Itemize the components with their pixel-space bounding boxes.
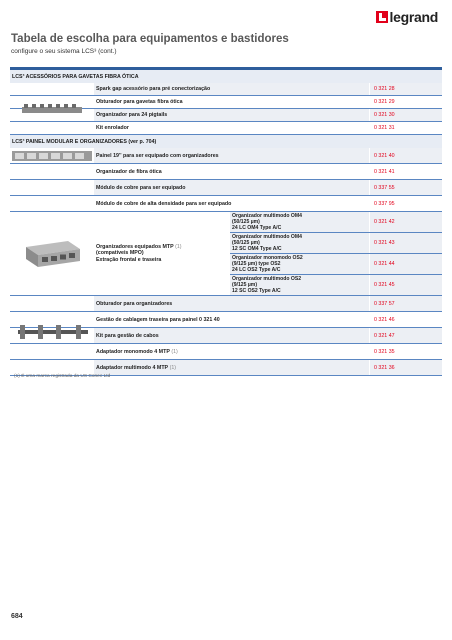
- product-image-fiber-accessories: [10, 83, 94, 135]
- table-row: [10, 344, 442, 360]
- mtp-item-line: 24 LC OM4 Type A/C: [232, 225, 282, 232]
- row-description: Obturador para organizadores: [94, 296, 370, 311]
- row-spacer: [10, 164, 94, 179]
- product-reference: 0 337 55: [370, 180, 442, 195]
- page-title: Tabela de escolha para equipamentos e bastidores: [11, 33, 289, 45]
- mtp-item-line: (50/125 µm): [232, 239, 260, 246]
- row-description: Módulo de cobre para ser equipado: [94, 180, 370, 195]
- table-row: [10, 148, 442, 164]
- mtp-item: [230, 212, 442, 233]
- mtp-group-line1: [96, 244, 227, 251]
- row-spacer: [10, 180, 94, 195]
- mtp-group-label: [94, 212, 230, 295]
- row-spacer: [10, 196, 94, 211]
- mtp-item: [230, 275, 442, 295]
- row-spacer: [10, 344, 94, 359]
- mtp-item-line: Organizador multimodo OM4: [232, 212, 302, 219]
- mtp-item-description: [230, 233, 370, 253]
- footnote-marker: (1): [171, 348, 178, 355]
- product-reference: 0 321 46: [370, 312, 442, 327]
- product-image-panel: [10, 148, 94, 163]
- cable-organizer-illustration: [20, 100, 84, 118]
- product-reference: 0 321 42: [370, 212, 442, 232]
- table-row: [10, 312, 442, 328]
- table-row: [10, 83, 442, 96]
- row-description: [94, 344, 370, 359]
- brand-name: legrand: [389, 9, 438, 25]
- row-description: Spark gap acessório para pré conectorização: [94, 83, 370, 95]
- table-row: [10, 164, 442, 180]
- product-reference: 0 321 31: [370, 122, 442, 134]
- mtp-item-line: Organizador multimodo OM4: [232, 233, 302, 240]
- row-spacer: [10, 360, 94, 375]
- product-image-cable-management: [10, 312, 94, 327]
- product-reference: 0 337 57: [370, 296, 442, 311]
- footnote-marker: (1): [169, 364, 177, 371]
- section-header-fiber-accessories: LCS³ ACESSÓRIOS PARA GAVETAS FIBRA ÓTICA: [10, 70, 442, 83]
- product-reference: 0 321 35: [370, 344, 442, 359]
- selection-table: [10, 67, 442, 376]
- mtp-group-line3: Extração frontal e traseira: [96, 256, 162, 263]
- row-description: Módulo de cobre de alta densidade para ser equipado: [94, 196, 370, 211]
- mtp-item-line: (50/125 µm): [232, 218, 260, 225]
- mtp-item-line: (9/125 µm): [232, 281, 258, 288]
- product-reference: 0 321 44: [370, 254, 442, 274]
- product-reference: 0 321 30: [370, 109, 442, 121]
- row-description: Organizador de fibra ótica: [94, 164, 370, 179]
- mtp-organizer-group: [10, 212, 442, 296]
- mtp-item-line: 12 SC OS2 Type A/C: [232, 288, 281, 295]
- mtp-item-line: (9/125 µm) type OS2: [232, 260, 281, 267]
- legrand-logo-icon: [376, 11, 388, 23]
- row-description: Obturador para gavetas fibra ótica: [94, 96, 370, 108]
- row-description: Kit para gestão de cabos: [94, 328, 370, 343]
- mtp-item: [230, 254, 442, 275]
- mtp-item: [230, 233, 442, 254]
- table-row: [10, 180, 442, 196]
- product-reference: 0 321 40: [370, 148, 442, 163]
- mtp-item-line: Organizador monomodo OS2: [232, 254, 303, 261]
- mtp-item-line: 12 SC OM4 Type A/C: [232, 246, 282, 253]
- mtp-group-title: Organizadores equipados MTP: [96, 243, 174, 250]
- page-number: 684: [11, 613, 23, 620]
- mtp-organizer-illustration: [22, 237, 82, 271]
- table-row: [10, 196, 442, 212]
- product-reference: 0 321 47: [370, 328, 442, 343]
- row-description: Organizador para 24 pigtails: [94, 109, 370, 121]
- row-description-text: Adaptador monomodo 4 MTP: [96, 348, 170, 355]
- product-reference: 0 321 41: [370, 164, 442, 179]
- mtp-group-items: [230, 212, 442, 295]
- product-reference: 0 321 43: [370, 233, 442, 253]
- row-description: [94, 360, 370, 375]
- section-header-modular-panel: LCS³ PAINEL MODULAR E ORGANIZADORES (ver p. 704): [10, 135, 442, 148]
- panel-19-illustration: [12, 149, 92, 163]
- mtp-item-line: 24 LC OS2 Type A/C: [232, 267, 281, 274]
- product-reference: 0 321 28: [370, 83, 442, 95]
- product-image-mtp: [10, 212, 94, 295]
- footnote: (1) É uma marca registrada da US Conec Ltd: [14, 374, 111, 379]
- product-reference: 0 321 29: [370, 96, 442, 108]
- mtp-item-description: [230, 254, 370, 274]
- product-reference: 0 321 36: [370, 360, 442, 375]
- mtp-group-line2: (compatíveis MPO): [96, 250, 144, 257]
- row-description: Kit enrolador: [94, 122, 370, 134]
- cable-management-illustration: [16, 322, 90, 342]
- product-reference: 0 337 95: [370, 196, 442, 211]
- legrand-logo: [376, 9, 438, 25]
- row-description-text: Adaptador multimodo 4 MTP: [96, 364, 169, 371]
- row-description: Gestão de cablagem traseira para painel 0 321 40: [94, 312, 370, 327]
- product-reference: 0 321 45: [370, 275, 442, 295]
- row-spacer: [10, 296, 94, 311]
- page-subtitle: configure o seu sistema LCS³ (cont.): [11, 48, 117, 55]
- row-description: Painel 19'' para ser equipado com organizadores: [94, 148, 370, 163]
- table-row: [10, 296, 442, 312]
- mtp-item-description: [230, 212, 370, 232]
- mtp-item-line: Organizador multimodo OS2: [232, 275, 302, 282]
- mtp-item-description: [230, 275, 370, 295]
- footnote-marker: (1): [175, 243, 182, 250]
